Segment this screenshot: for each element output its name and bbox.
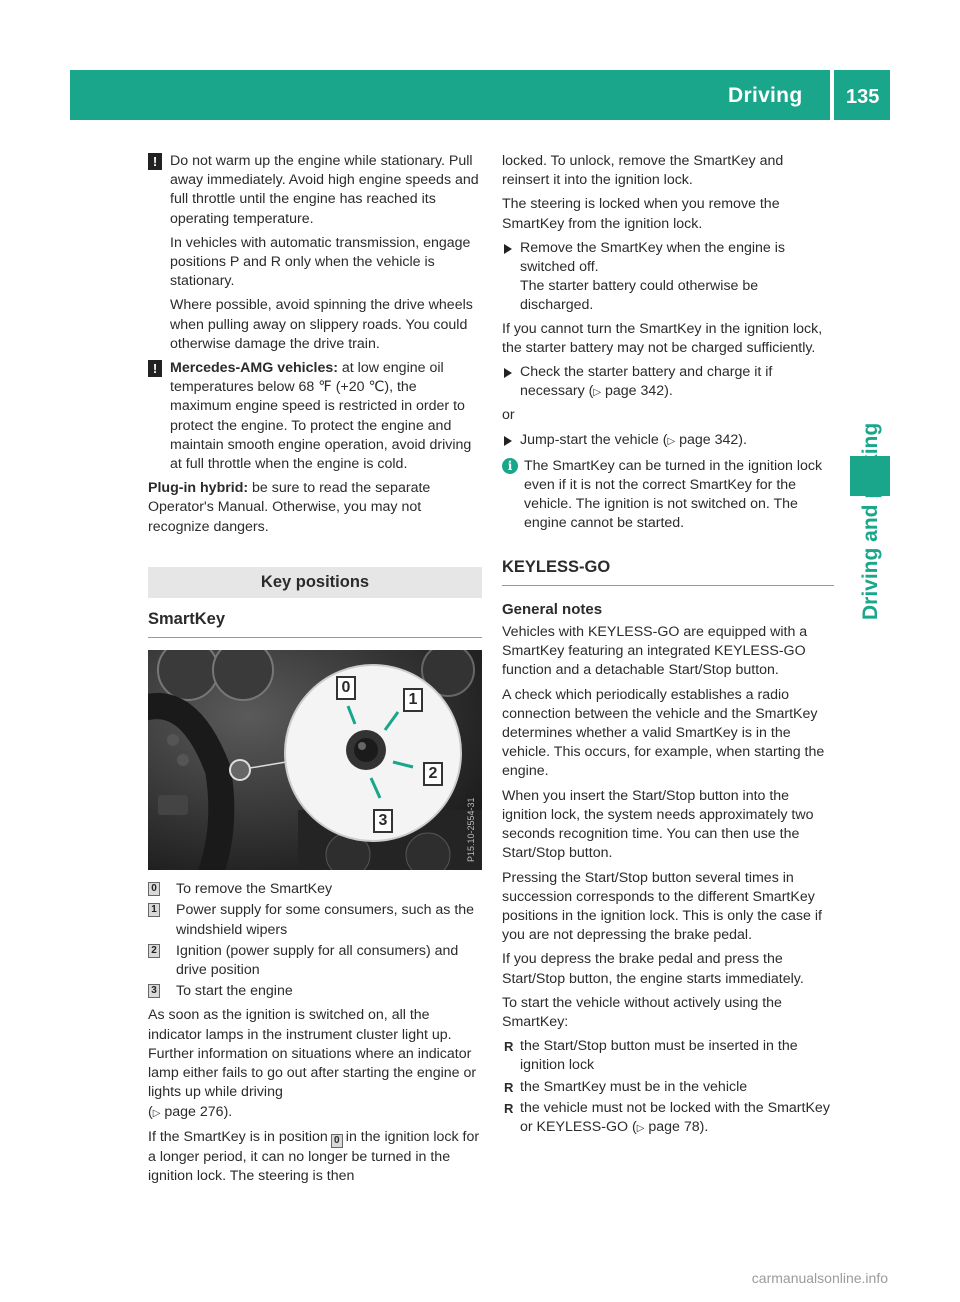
body-paragraph: As soon as the ignition is switched on, all the indicator lamps in the instrument cluster light up. Further information on situations where an indicator lamp either fails to go out after starting the engine or lights up while driving (▷ page 276).: [148, 1007, 477, 1120]
instruction-step: Jump-start the vehicle (▷ page 342).: [502, 431, 834, 451]
keyless-go-heading: KEYLESS-GO: [502, 558, 834, 586]
warning-block: [148, 152, 482, 354]
position-number: 2: [148, 944, 160, 958]
body-paragraph: Vehicles with KEYLESS-GO are equipped with a SmartKey featuring an integrated KEYLESS-GO function and a detachable Start/Stop button.: [502, 624, 808, 679]
warning-block: [148, 359, 482, 474]
exclamation-icon: !: [148, 360, 162, 377]
page-ref-arrow-icon: ▷: [636, 1122, 645, 1134]
list-item: R the Start/Stop button must be inserted in the ignition lock: [504, 1038, 798, 1074]
header-divider: [830, 70, 834, 120]
info-icon: i: [502, 458, 518, 474]
body-paragraph: When you insert the Start/Stop button into the ignition lock, the system needs approximately two seconds recognition time. You can then use the Start/Stop button.: [502, 787, 814, 862]
instruction-step: Check the starter battery and charge it if necessary (▷ page 342).: [502, 363, 834, 402]
page-ref-link[interactable]: page 342).: [679, 431, 747, 448]
side-tab-text: Driving and parking: [859, 422, 882, 620]
body-paragraph: Pressing the Start/Stop button several times in succession corresponds to the different SmartKey positions in the ignition lock. This is only the case if you are not depressing the brake pedal.: [502, 869, 822, 944]
exclamation-icon: !: [148, 153, 162, 170]
figure-code: P15.10-2554-31: [466, 797, 476, 863]
position-number: 0: [331, 1134, 343, 1148]
step-arrow-icon: [504, 436, 512, 446]
body-paragraph: The steering is locked when you remove the SmartKey from the ignition lock.: [502, 196, 780, 232]
body-paragraph: A check which periodically establishes a radio connection between the vehicle and the SmartKey determines whether a valid SmartKey is in the vehicle. This occurs, for example, when starting the engine.: [502, 686, 825, 780]
watermark: carmanualsonline.info: [751, 1270, 888, 1286]
sub-heading: SmartKey: [148, 610, 482, 638]
page-ref-arrow-icon: ▷: [593, 387, 602, 399]
position-number: 3: [148, 984, 160, 998]
or-text: or: [502, 407, 515, 424]
figure-label-1: 1: [403, 688, 423, 712]
side-tab-label: [851, 420, 891, 620]
warning-text: Do not warm up the engine while stationary. Pull away immediately. Avoid high engine speeds and full throttle until the engine has reached its operating temperature.: [170, 153, 479, 227]
body-paragraph: If you cannot turn the SmartKey in the ignition lock, the starter battery may not be charged sufficiently.: [502, 320, 823, 356]
page-ref-link[interactable]: page 342).: [604, 383, 673, 400]
figure-label-0: 0: [336, 676, 356, 700]
page-ref-arrow-icon: ▷: [152, 1107, 161, 1119]
ignition-lock-figure: [148, 650, 482, 870]
body-paragraph: If the SmartKey is in position 0 in the ignition lock for a longer period, it can no longer be turned in the ignition lock. The steering is then: [148, 1128, 480, 1184]
header-section-title: Driving: [728, 84, 803, 107]
right-column: [502, 152, 834, 1140]
page-ref-link[interactable]: page 276).: [164, 1103, 233, 1120]
body-paragraph: locked. To unlock, remove the SmartKey and reinsert it into the ignition lock.: [502, 153, 784, 189]
warning-text: Where possible, avoid spinning the drive wheels when pulling away on slippery roads. You could otherwise damage the drive train.: [170, 297, 473, 352]
figure-label-2: 2: [423, 762, 443, 786]
bullet-r-icon: R: [504, 1100, 514, 1116]
warning-text: In vehicles with automatic transmission, engage positions P and R only when the vehicle is stationary.: [170, 234, 471, 290]
step-arrow-icon: [504, 368, 512, 378]
list-item: R the SmartKey must be in the vehicle: [502, 1078, 834, 1097]
list-item: 2 Ignition (power supply for all consumers) and drive position: [148, 942, 482, 980]
info-note: i The SmartKey can be turned in the ignition lock even if it is not the correct SmartKey for the vehicle. The ignition is not switched on. The engine cannot be started.: [502, 457, 834, 534]
bullet-r-icon: R: [504, 1039, 514, 1055]
page-ref-link[interactable]: page 78).: [648, 1118, 709, 1135]
list-item: 1 Power supply for some consumers, such as the windshield wipers: [148, 901, 482, 939]
list-item: R the vehicle must not be locked with the SmartKey or KEYLESS-GO (▷ page 78).: [504, 1099, 830, 1135]
list-item: 3 To start the engine: [148, 982, 482, 1001]
ignition-photo: [148, 650, 482, 870]
general-notes-heading: General notes: [502, 600, 603, 618]
plugin-note: Plug-in hybrid: be sure to read the separate Operator's Manual. Otherwise, you may not recognize dangers.: [148, 480, 431, 535]
list-item: 0 To remove the SmartKey: [148, 880, 482, 899]
section-heading: Key positions: [148, 567, 482, 598]
body-paragraph: To start the vehicle without actively using the SmartKey:: [502, 994, 782, 1030]
figure-label-3: 3: [373, 809, 393, 833]
step-arrow-icon: [504, 244, 512, 254]
bullet-r-icon: R: [504, 1079, 514, 1095]
left-column: [148, 152, 482, 1191]
key-position-list: [148, 880, 482, 1001]
position-number: 1: [148, 903, 160, 917]
warning-text: Mercedes-AMG vehicles: at low engine oil temperatures below 68 ℉ (+20 ℃), the maximum engine speed is restricted in order to protect the engine. To protect the engine and maintain smooth engine operation, avoid driving at full throttle when the engine is cold.: [170, 360, 472, 473]
body-paragraph: If you depress the brake pedal and press the Start/Stop button, the engine starts immediately.: [502, 951, 804, 987]
page-ref-arrow-icon: ▷: [667, 435, 676, 447]
position-number: 0: [148, 882, 160, 896]
instruction-step: Remove the SmartKey when the engine is switched off. The starter battery could otherwise be discharged.: [502, 239, 834, 316]
page-number: 135: [846, 86, 880, 108]
